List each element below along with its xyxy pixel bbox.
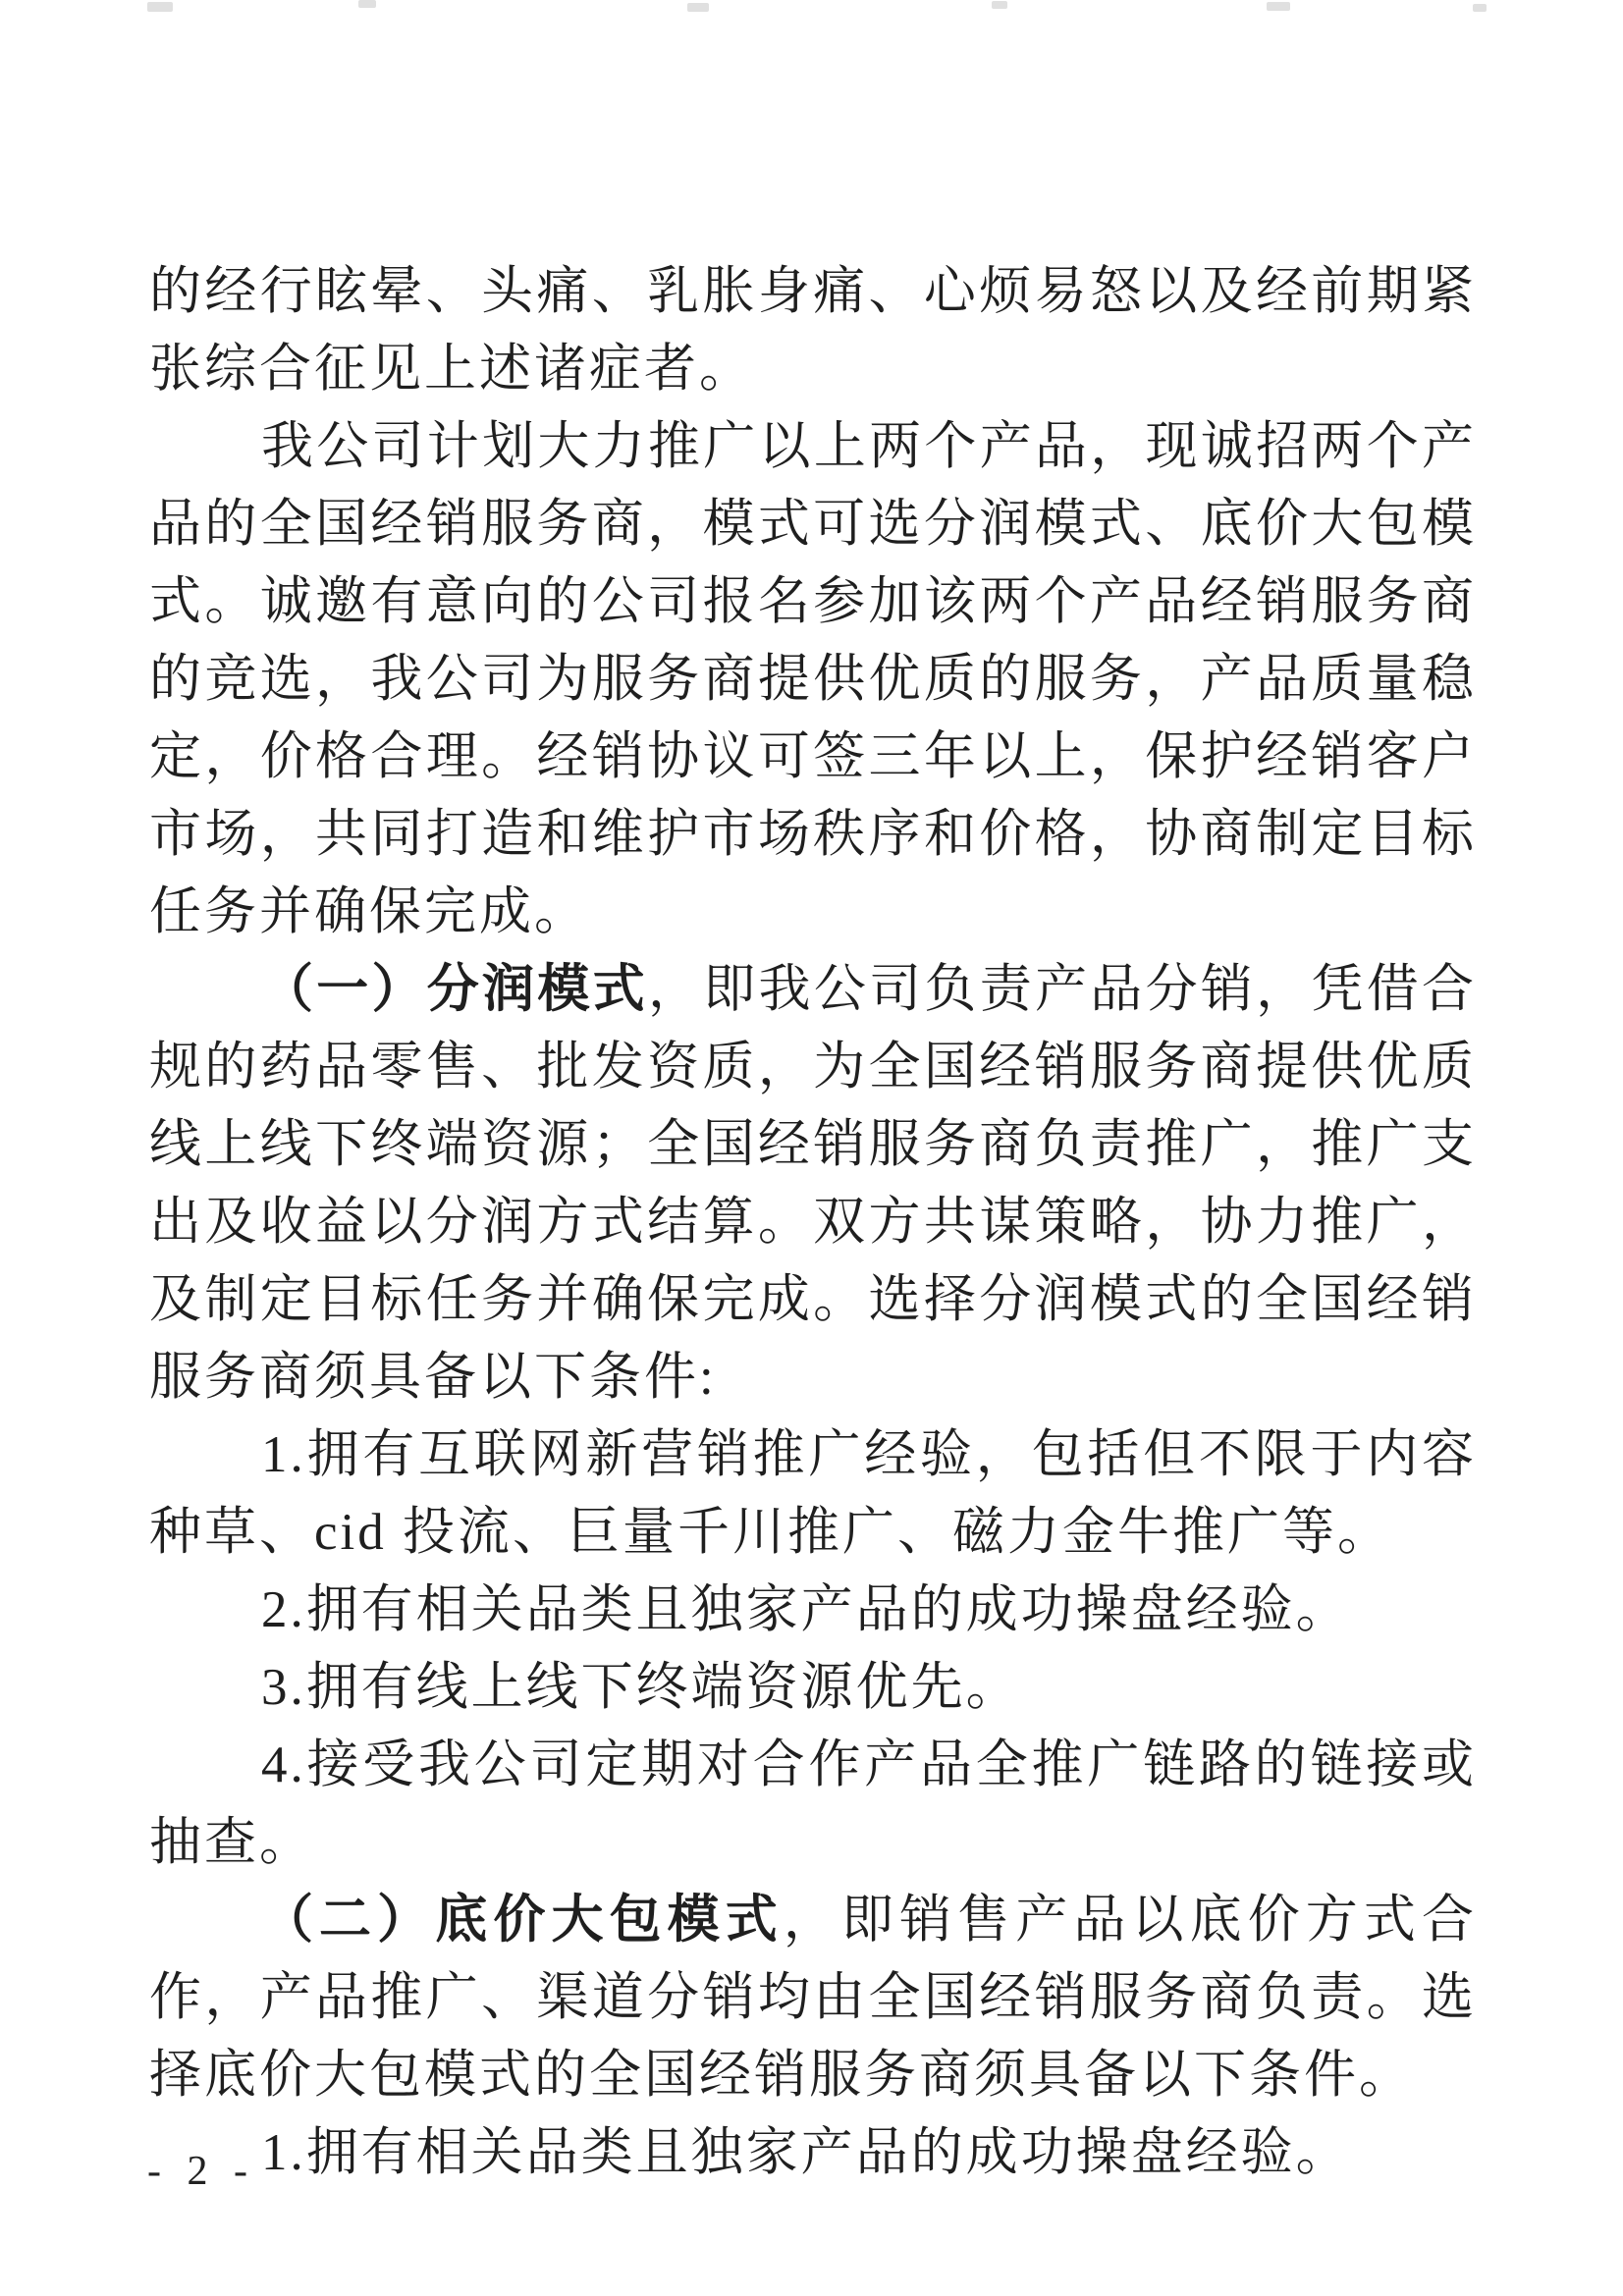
text-run: 的经行眩晕、头痛、乳胀身痛、心烦易怒以及经前期紧张综合征见上述诸症者。 [149,263,1477,398]
scan-artifact [358,0,376,8]
paragraph [149,408,1477,951]
text-run: ，即销售产品以底价方式合作，产品推广、渠道分销均由全国经销服务商负责。选择底价大包模式的全国经销服务商须具备以下条件。 [149,1892,1478,2104]
paragraph [149,1416,1477,1572]
paragraph [149,1572,1477,1649]
paragraph [149,2114,1477,2192]
text-run: 1.拥有相关品类且独家产品的成功操盘经验。 [260,2124,1351,2181]
text-run: 4.接受我公司定期对合作产品全推广链路的链接或抽查。 [149,1736,1477,1871]
text-run: 我公司计划大力推广以上两个产品，现诚招两个产品的全国经销服务商，模式可选分润模式、底价大包模式。诚邀有意向的公司报名参加该两个产品经销服务商的竞选，我公司为服务商提供优质的服务，产品质量稳定，价格合理。经销协议可签三年以上，保护经销客户市场，共同打造和维护市场秩序和价格，协商制定目标任务并确保完成。 [149,418,1477,940]
scan-artifact [1473,4,1487,12]
text-run: 2.拥有相关品类且独家产品的成功操盘经验。 [260,1581,1351,1638]
paragraph [149,951,1477,1416]
scan-artifact [687,3,709,12]
paragraph [149,253,1477,408]
document-body [149,253,1477,2192]
paragraph [149,1649,1477,1727]
paragraph [149,1882,1477,2114]
bold-heading-run: （二）底价大包模式 [260,1892,784,1949]
page-number: - 2 - [147,2149,255,2194]
bold-heading-run: （一）分润模式 [260,961,648,1018]
scan-artifact [992,1,1007,9]
text-run: 1.拥有互联网新营销推广经验，包括但不限于内容种草、cid 投流、巨量千川推广、磁力金牛推广等。 [149,1426,1477,1561]
paragraph [149,1727,1477,1882]
scan-artifact [1267,2,1290,11]
scan-artifact [147,2,173,12]
text-run: ，即我公司负责产品分销，凭借合规的药品零售、批发资质，为全国经销服务商提供优质线上线下终端资源；全国经销服务商负责推广，推广支出及收益以分润方式结算。双方共谋策略，协力推广，及制定目标任务并确保完成。选择分润模式的全国经销服务商须具备以下条件: [149,961,1478,1406]
text-run: 3.拥有线上线下终端资源优先。 [260,1659,1021,1716]
